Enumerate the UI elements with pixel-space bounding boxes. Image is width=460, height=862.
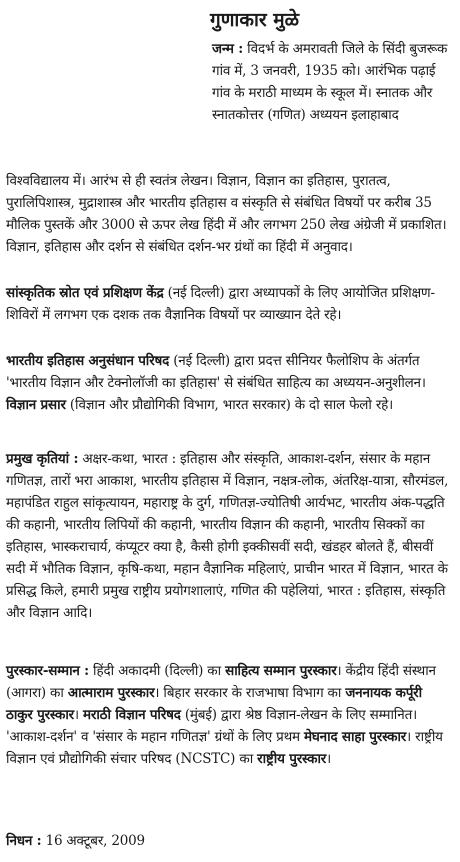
ccrt-name: सांस्कृतिक स्रोत एवं प्रशिक्षण केंद्र bbox=[6, 285, 164, 301]
awards-text-3: । बिहार सरकार के राजभाषा विभाग का bbox=[154, 685, 342, 701]
birth-paragraph bbox=[212, 38, 454, 126]
awards-text-1: हिंदी अकादमी (दिल्ली) का bbox=[93, 663, 221, 679]
awards-paragraph bbox=[6, 660, 452, 770]
ccrt-text: (नई दिल्ली) द्वारा अध्यापकों के लिए आयोजित प्रशिक्षण-शिविरों में लगभग एक दशक तक वैज्ञानिक विषयों पर व्याख्यान देते रहे। bbox=[6, 285, 435, 323]
awards-text-5: (मुंबई) द्वारा श्रेष्ठ विज्ञान-लेखन के लिए सम्मानित। 'आकाश-दर्शन' व 'संसार के महान गणितज्ञ' ग्रंथों के लिए प्रथम bbox=[6, 707, 418, 745]
birth-label: जन्म : bbox=[212, 41, 244, 57]
works-paragraph bbox=[6, 448, 452, 624]
ichr-name: भारतीय इतिहास अनुसंधान परिषद bbox=[6, 353, 170, 369]
award-meghnad-saha: मेघनाद साहा पुरस्कार bbox=[304, 729, 407, 745]
awards-text-2: । केंद्रीय हिंदी संस्थान (आगरा) का bbox=[6, 663, 436, 701]
award-rashtriya: राष्ट्रीय पुरस्कार bbox=[257, 751, 327, 767]
ichr-text: (नई दिल्ली) द्वारा प्रदत्त सीनियर फैलोशिप के अंतर्गत 'भारतीय विज्ञान और टेक्नोलॉजी का इतिहास' से संबंधित साहित्य का अध्ययन-अनुशीलन। bbox=[6, 353, 426, 391]
portrait-area bbox=[0, 0, 190, 160]
awards-text-6: । राष्ट्रीय विज्ञान एवं प्रौद्योगिकी संचार परिषद (NCSTC) का bbox=[6, 729, 443, 767]
birth-text-full: विश्वविद्यालय में। आरंभ से ही स्वतंत्र लेखन। विज्ञान, विज्ञान का इतिहास, पुरातत्व, पुरालिपिशास्त्र, मुद्राशास्त्र और भारतीय इतिहास व संस्कृति से संबंधित विषयों पर करीब 35 मौलिक पुस्तकें और 3000 से ऊपर लेख हिंदी में और लगभग 250 लेख अंग्रेजी में प्रकाशित। विज्ञान, इतिहास और दर्शन से संबंधित दर्शन-भर ग्रंथों का हिंदी में अनुवाद। bbox=[6, 173, 447, 255]
page-title: गुणाकार मुळे bbox=[210, 9, 300, 31]
vigyan-prasar-text: (विज्ञान और प्रौद्योगिकी विभाग, भारत सरकार) के दो साल फेलो रहे। bbox=[69, 397, 394, 413]
death-date: 16 अक्टूबर, 2009 bbox=[45, 833, 145, 849]
vigyan-prasar-name: विज्ञान प्रसार bbox=[6, 397, 66, 413]
ichr-paragraph bbox=[6, 350, 452, 416]
works-label: प्रमुख कृतियां : bbox=[6, 451, 79, 467]
award-sahitya-samman: साहित्य सम्मान पुरस्कार bbox=[225, 663, 337, 679]
awards-label: पुरस्कार-सम्मान : bbox=[6, 663, 89, 679]
award-karpoori-thakur: जननायक कर्पूरी ठाकुर पुरस्कार bbox=[6, 685, 422, 723]
death-label: निधन : bbox=[6, 833, 42, 849]
awards-text-4: । bbox=[73, 707, 79, 723]
marathi-vigyan-parishad: मराठी विज्ञान परिषद bbox=[82, 707, 181, 723]
award-atmaram: आत्माराम पुरस्कार bbox=[67, 685, 155, 701]
birth-text-indented: विदर्भ के अमरावती जिले के सिंदी बुजरूक गांव में, 3 जनवरी, 1935 को। आरंभिक पढ़ाई गांव के मराठी माध्यम के स्कूल में। स्नातक और स्नातकोत्तर (गणित) अध्ययन इलाहाबाद bbox=[212, 41, 448, 123]
ccrt-paragraph bbox=[6, 282, 452, 326]
works-text: अक्षर-कथा, भारत : इतिहास और संस्कृति, आकाश-दर्शन, संसार के महान गणितज्ञ, तारों भरा आकाश, भारतीय इतिहास में विज्ञान, नक्षत्र-लोक, अंतरिक्ष-यात्रा, सौरमंडल, महापंडित राहुल सांकृत्यायन, महाराष्ट्र के दुर्ग, गणितज्ञ-ज्योतिषी आर्यभट, भारतीय अंक-पद्धति की कहानी, भारतीय लिपियों की कहानी, भारतीय विज्ञान की कहानी, भारतीय सिक्कों का इतिहास, भास्कराचार्य, कंप्यूटर क्या है, कैसी होगी इक्कीसवीं सदी, खंडहर बोलते हैं, बीसवीं सदी में भौतिक विज्ञान, कृषि-कथा, महान वैज्ञानिक महिलाएं, प्राचीन भारत में विज्ञान, भारत के प्रसिद्ध किले, हमारी प्रमुख राष्ट्रीय प्रयोगशालाएं, गणित की पहेलियां, भारत : इतिहास, संस्कृति और विज्ञान आदि। bbox=[6, 451, 449, 621]
awards-text-7: । bbox=[326, 751, 331, 767]
birth-paragraph-continued bbox=[6, 170, 452, 258]
death-paragraph bbox=[6, 830, 452, 852]
